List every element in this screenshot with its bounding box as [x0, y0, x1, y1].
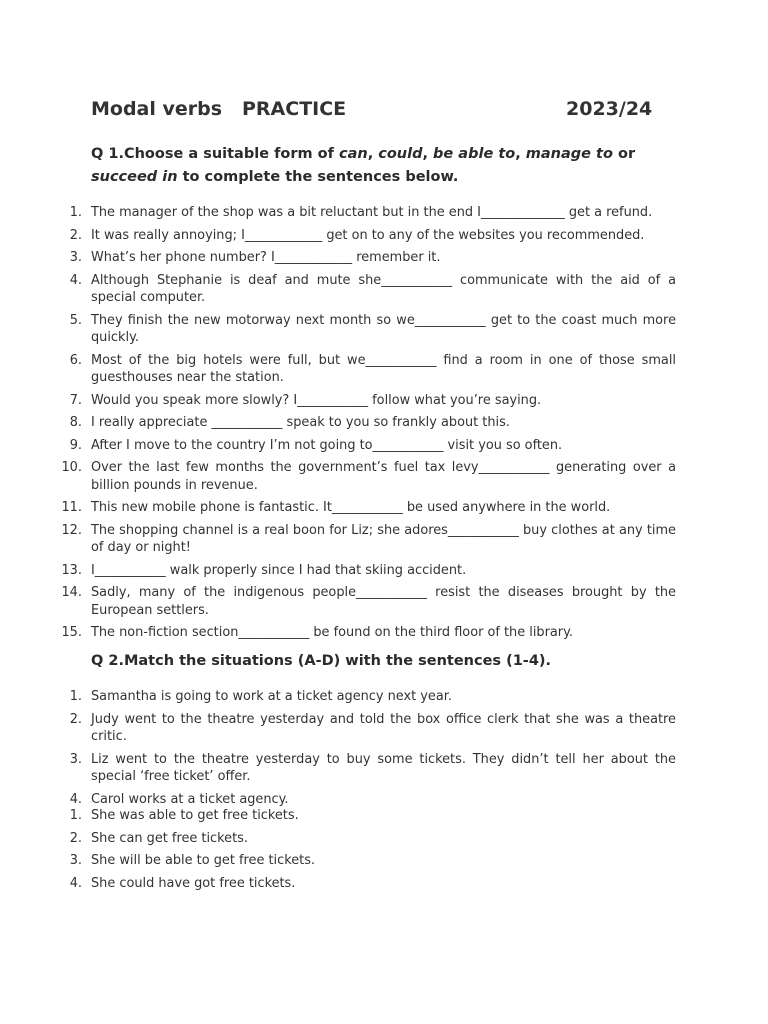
q1-prefix: Q 1.Choose a suitable form of	[91, 146, 339, 162]
item-number: 3.	[69, 853, 82, 868]
situations-list	[60, 688, 676, 813]
list-item	[60, 499, 676, 517]
school-year: 2023/24	[566, 98, 653, 120]
list-item	[60, 852, 676, 870]
item-number: 10.	[61, 460, 82, 475]
list-item	[60, 584, 676, 619]
q1-sep-3: ,	[515, 146, 526, 162]
item-number: 14.	[61, 585, 82, 600]
q1-suffix: to complete the sentences below.	[177, 169, 459, 185]
modal-succeed-in: succeed in	[91, 169, 178, 185]
item-text: Over the last few months the government’s fuel tax levy___________ generating over a billion pounds in revenue.	[91, 460, 676, 493]
item-number: 3.	[69, 250, 82, 265]
item-number: 4.	[69, 272, 82, 288]
item-number: 1.	[69, 808, 82, 823]
list-item	[60, 392, 676, 410]
question-2-heading: Q 2.Match the situations (A-D) with the sentences (1-4).	[91, 653, 552, 669]
item-number: 6.	[69, 352, 82, 368]
item-number: 4.	[69, 791, 82, 807]
item-text: Most of the big hotels were full, but we___________ find a room in one of those small guesthouses near the station.	[91, 352, 676, 385]
modal-can: can	[338, 146, 368, 162]
q1-sep-4: or	[612, 146, 636, 162]
item-text: She could have got free tickets.	[91, 875, 296, 891]
item-text: Liz went to the theatre yesterday to buy some tickets. They didn’t tell her about the special ‘free ticket’ offer.	[91, 751, 676, 784]
item-number: 13.	[61, 562, 82, 578]
item-text: The non-fiction section___________ be found on the third floor of the library.	[91, 625, 573, 640]
item-number: 9.	[69, 437, 82, 453]
modal-be-able-to: be able to	[433, 146, 516, 162]
item-number: 7.	[69, 392, 82, 408]
item-text: She can get free tickets.	[91, 830, 248, 846]
list-item	[60, 830, 676, 848]
item-text: I really appreciate ___________ speak to you so frankly about this.	[91, 415, 510, 430]
list-item	[60, 437, 676, 455]
list-item	[60, 624, 676, 642]
item-number: 1.	[69, 689, 82, 704]
item-text: What’s her phone number? I____________ remember it.	[91, 250, 441, 265]
list-item	[60, 227, 676, 245]
item-number: 2.	[69, 711, 82, 727]
item-text: Would you speak more slowly? I___________ follow what you’re saying.	[91, 392, 542, 408]
list-item	[60, 688, 676, 706]
list-item	[60, 711, 676, 746]
modal-manage-to: manage to	[525, 146, 613, 162]
item-text: She will be able to get free tickets.	[91, 853, 316, 868]
list-item	[60, 875, 676, 893]
item-number: 12.	[61, 522, 82, 538]
item-text: After I move to the country I’m not going to___________ visit you so often.	[91, 437, 563, 453]
item-text: Judy went to the theatre yesterday and told the box office clerk that she was a theatre critic.	[91, 711, 676, 744]
item-text: Sadly, many of the indigenous people___________ resist the diseases brought by the European settlers.	[91, 585, 676, 618]
question-1-list	[60, 204, 676, 647]
list-item	[60, 751, 676, 786]
item-number: 11.	[61, 500, 82, 515]
list-item	[60, 522, 676, 557]
item-number: 15.	[61, 625, 82, 640]
item-text: She was able to get free tickets.	[91, 808, 299, 823]
question-1-heading	[91, 143, 681, 189]
item-number: 8.	[69, 415, 82, 430]
item-number: 2.	[69, 227, 82, 243]
item-text: The shopping channel is a real boon for Liz; she adores___________ buy clothes at any time of day or night!	[91, 522, 676, 555]
item-number: 2.	[69, 830, 82, 846]
item-number: 4.	[69, 875, 82, 891]
sentences-list	[60, 807, 676, 897]
item-number: 1.	[69, 205, 82, 220]
list-item	[60, 312, 676, 347]
item-text: Although Stephanie is deaf and mute she___________ communicate with the aid of a special computer.	[91, 272, 676, 305]
item-text: They finish the new motorway next month so we___________ get to the coast much more quickly.	[91, 312, 676, 345]
q1-sep-1: ,	[367, 146, 379, 162]
page-header	[91, 98, 651, 126]
item-number: 3.	[69, 751, 82, 767]
list-item	[60, 352, 676, 387]
list-item	[60, 459, 676, 494]
item-text: Samantha is going to work at a ticket agency next year.	[91, 689, 452, 704]
list-item	[60, 807, 676, 825]
item-text: Carol works at a ticket agency.	[91, 791, 289, 807]
list-item	[60, 204, 676, 222]
practice-label: PRACTICE	[242, 98, 347, 120]
item-number: 5.	[69, 312, 82, 328]
modal-could: could	[378, 146, 423, 162]
list-item	[60, 791, 676, 809]
item-text: I___________ walk properly since I had that skiing accident.	[91, 562, 467, 578]
list-item	[60, 414, 676, 432]
q1-sep-2: ,	[422, 146, 434, 162]
item-text: The manager of the shop was a bit reluctant but in the end I_____________ get a refund.	[91, 205, 653, 220]
list-item	[60, 249, 676, 267]
list-item	[60, 272, 676, 307]
list-item	[60, 562, 676, 580]
page-title: Modal verbs	[91, 98, 223, 120]
item-text: It was really annoying; I____________ get on to any of the websites you recommended.	[91, 227, 645, 243]
item-text: This new mobile phone is fantastic. It___________ be used anywhere in the world.	[91, 500, 611, 515]
